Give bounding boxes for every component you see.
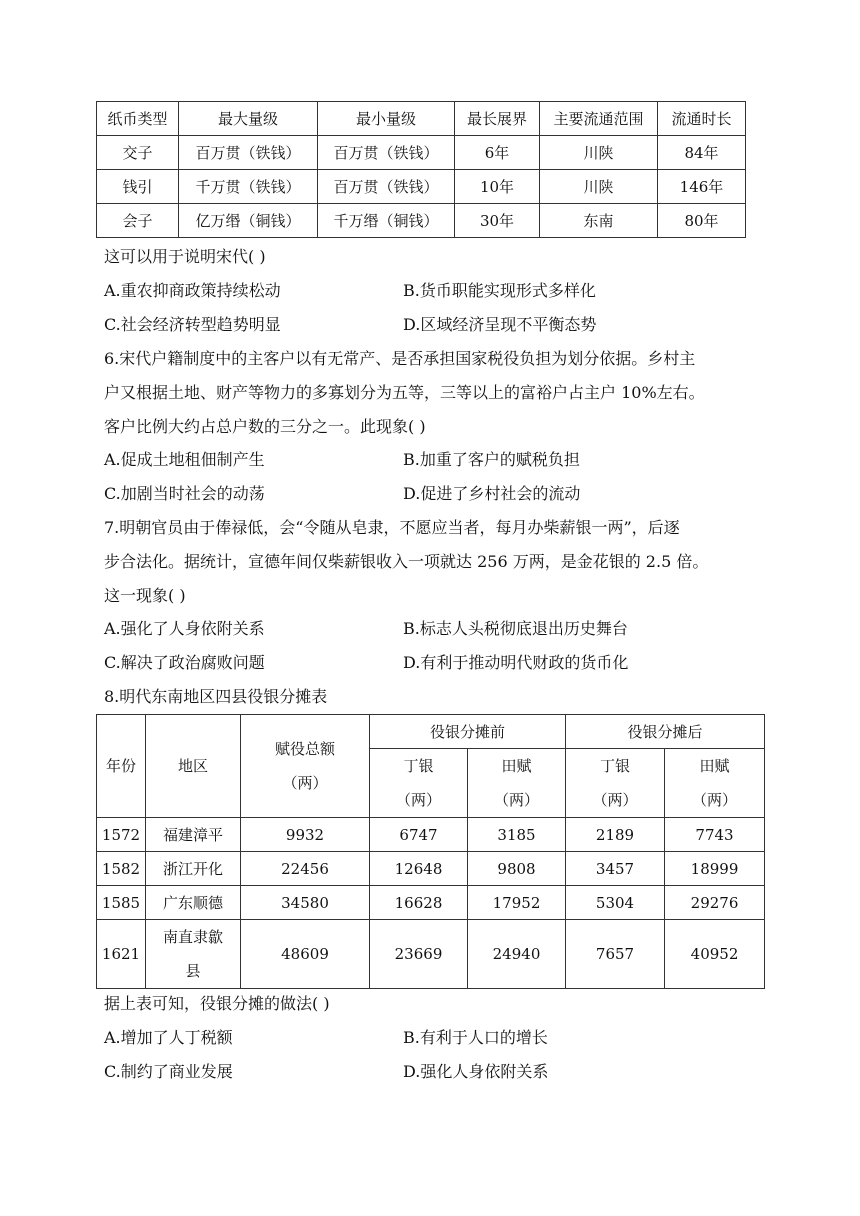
table-cell: 6年 [455, 136, 540, 170]
cell-region: 福建漳平 [146, 818, 241, 852]
cell-after-tian: 29276 [665, 886, 765, 920]
table-cell: 钱引 [97, 170, 179, 204]
table-row [97, 136, 746, 170]
header-total [241, 715, 370, 818]
table-cell: 亿万缗（铜钱） [179, 204, 318, 238]
q6-stem-line-1: 6.宋代户籍制度中的主客户以有无常产、是否承担国家税役负担为划分依据。乡村主 [104, 349, 696, 368]
table-row [97, 818, 765, 852]
header-before-ding [370, 749, 468, 818]
silver-apportionment-table [96, 714, 765, 989]
header-cell: 流通时长 [658, 102, 746, 136]
header-before-tian [468, 749, 566, 818]
table-header-row [97, 715, 765, 749]
cell-before-ding: 6747 [370, 818, 468, 852]
q6-stem-line-2: 户又根据土地、财产等物力的多寡划分为五等，三等以上的富裕户占主户 10%左右。 [104, 383, 705, 402]
header-ding-label: 丁银 [600, 757, 631, 775]
q7-option-c[interactable]: C.解决了政治腐败问题 [104, 653, 265, 672]
table-row [97, 204, 746, 238]
q7-option-b[interactable]: B.标志人头税彻底退出历史舞台 [403, 619, 628, 638]
cell-before-ding: 23669 [370, 920, 468, 989]
header-ding-unit: （两） [592, 791, 638, 809]
q7-stem-line-3: 这一现象( ) [104, 586, 186, 605]
cell-total: 9932 [241, 818, 370, 852]
q8-stem: 据上表可知，役银分摊的做法( ) [104, 994, 330, 1013]
cell-after-ding: 7657 [566, 920, 665, 989]
header-cell: 主要流通范围 [540, 102, 658, 136]
header-ding-label: 丁银 [403, 757, 434, 775]
table-header-row [97, 102, 746, 136]
header-total-unit: （两） [282, 774, 328, 792]
table-cell: 川陕 [540, 136, 658, 170]
header-cell: 纸币类型 [97, 102, 179, 136]
q5-option-c[interactable]: C.社会经济转型趋势明显 [104, 315, 281, 334]
cell-region [146, 920, 241, 989]
table-cell: 30年 [455, 204, 540, 238]
header-after-ding [566, 749, 665, 818]
cell-year: 1621 [97, 920, 146, 989]
table-cell: 交子 [97, 136, 179, 170]
cell-after-tian: 40952 [665, 920, 765, 989]
cell-before-tian: 17952 [468, 886, 566, 920]
table-cell: 东南 [540, 204, 658, 238]
header-tian-unit: （两） [494, 791, 540, 809]
q6-option-a[interactable]: A.促成土地租佃制产生 [104, 450, 265, 469]
header-total-label: 赋役总额 [274, 740, 335, 758]
table-cell: 146年 [658, 170, 746, 204]
table-row [97, 170, 746, 204]
q6-option-c[interactable]: C.加剧当时社会的动荡 [104, 484, 265, 503]
header-year: 年份 [97, 715, 146, 818]
q7-option-a[interactable]: A.强化了人身依附关系 [104, 619, 265, 638]
table-cell: 百万贯（铁钱） [318, 170, 455, 204]
cell-region: 广东顺德 [146, 886, 241, 920]
cell-after-tian: 18999 [665, 852, 765, 886]
header-tian-label: 田赋 [501, 757, 532, 775]
header-region: 地区 [146, 715, 241, 818]
cell-region-line-2: 县 [185, 962, 201, 980]
q6-option-b[interactable]: B.加重了客户的赋税负担 [403, 450, 580, 469]
header-before: 役银分摊前 [370, 715, 566, 749]
table-cell: 千万缗（铜钱） [318, 204, 455, 238]
table-cell: 千万贯（铁钱） [179, 170, 318, 204]
cell-before-ding: 12648 [370, 852, 468, 886]
cell-after-ding: 5304 [566, 886, 665, 920]
q8-option-b[interactable]: B.有利于人口的增长 [403, 1028, 548, 1047]
header-cell: 最长展界 [455, 102, 540, 136]
table-cell: 84年 [658, 136, 746, 170]
cell-after-ding: 3457 [566, 852, 665, 886]
q5-option-d[interactable]: D.区域经济呈现不平衡态势 [403, 315, 597, 334]
cell-region-line-1: 南直隶歙 [162, 928, 223, 946]
cell-year: 1585 [97, 886, 146, 920]
q7-stem-line-2: 步合法化。据统计，宣德年间仅柴薪银收入一项就达 256 万两，是金花银的 2.5 倍。 [104, 552, 709, 571]
cell-before-ding: 16628 [370, 886, 468, 920]
q8-title: 8.明代东南地区四县役银分摊表 [104, 687, 328, 706]
q7-stem-line-1: 7.明朝官员由于俸禄低，会“令随从皂隶，不愿应当者，每月办柴薪银一两”，后逐 [104, 518, 680, 537]
table-row [97, 852, 765, 886]
header-cell: 最小量级 [318, 102, 455, 136]
header-ding-unit: （两） [395, 791, 441, 809]
cell-after-tian: 7743 [665, 818, 765, 852]
q8-option-a[interactable]: A.增加了人丁税额 [104, 1028, 233, 1047]
paper-currency-table [96, 101, 746, 238]
header-tian-label: 田赋 [699, 757, 730, 775]
table-row [97, 920, 765, 989]
cell-region: 浙江开化 [146, 852, 241, 886]
q5-option-a[interactable]: A.重农抑商政策持续松动 [104, 281, 281, 300]
q7-option-d[interactable]: D.有利于推动明代财政的货币化 [403, 653, 629, 672]
table-row [97, 886, 765, 920]
table-cell: 百万贯（铁钱） [318, 136, 455, 170]
table-cell: 10年 [455, 170, 540, 204]
cell-after-ding: 2189 [566, 818, 665, 852]
table-cell: 川陕 [540, 170, 658, 204]
cell-year: 1572 [97, 818, 146, 852]
header-after: 役银分摊后 [566, 715, 765, 749]
q6-option-d[interactable]: D.促进了乡村社会的流动 [403, 484, 581, 503]
q5-option-b[interactable]: B.货币职能实现形式多样化 [403, 281, 596, 300]
q8-option-d[interactable]: D.强化人身依附关系 [403, 1062, 549, 1081]
header-cell: 最大量级 [179, 102, 318, 136]
cell-before-tian: 3185 [468, 818, 566, 852]
table-cell: 会子 [97, 204, 179, 238]
cell-total: 48609 [241, 920, 370, 989]
table-cell: 80年 [658, 204, 746, 238]
header-tian-unit: （两） [692, 791, 738, 809]
cell-before-tian: 9808 [468, 852, 566, 886]
table-cell: 百万贯（铁钱） [179, 136, 318, 170]
q8-option-c[interactable]: C.制约了商业发展 [104, 1062, 233, 1081]
header-after-tian [665, 749, 765, 818]
cell-year: 1582 [97, 852, 146, 886]
cell-total: 22456 [241, 852, 370, 886]
q6-stem-line-3: 客户比例大约占总户数的三分之一。此现象( ) [104, 417, 426, 436]
q5-stem: 这可以用于说明宋代( ) [104, 247, 266, 266]
cell-before-tian: 24940 [468, 920, 566, 989]
cell-total: 34580 [241, 886, 370, 920]
